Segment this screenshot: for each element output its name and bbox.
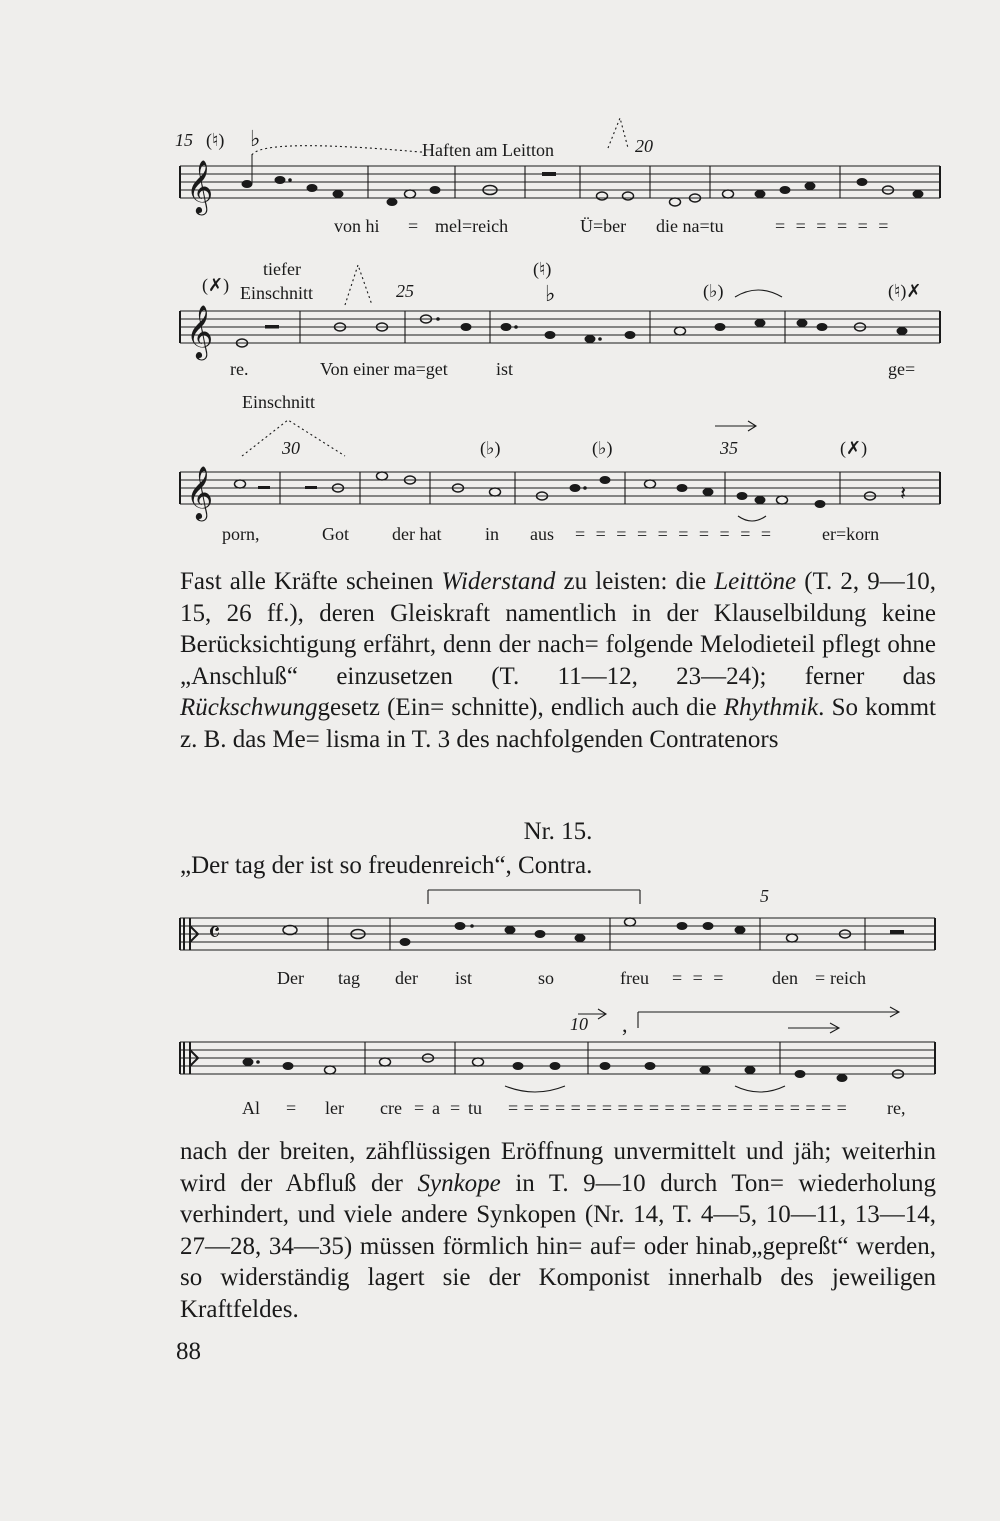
lyric: ist bbox=[496, 359, 514, 379]
body-paragraph-1 bbox=[180, 566, 936, 755]
lyric: mel=reich bbox=[435, 216, 509, 236]
lyric: = bbox=[408, 216, 419, 236]
accidental-mark-flat: (♭) bbox=[592, 438, 613, 458]
emphasis: Rückschwung bbox=[180, 694, 318, 721]
text-run: nach der breiten, zähflüssigen Eröffnung unvermittelt und jäh; weiterhin wird der Abfluß der bbox=[180, 1138, 936, 1197]
lyric: so bbox=[538, 968, 555, 988]
measure-number-15: 15 bbox=[175, 130, 193, 150]
measure-number-20: 20 bbox=[635, 136, 653, 156]
example-number: Nr. 15. bbox=[523, 818, 593, 845]
svg-text:𝄽: 𝄽 bbox=[900, 483, 907, 505]
svg-text:𝄞: 𝄞 bbox=[186, 304, 214, 358]
lyric: reich bbox=[830, 968, 866, 988]
lyric: aus bbox=[530, 524, 554, 544]
lyric: er=korn bbox=[822, 524, 880, 544]
accidental-mark-natural: (♮) bbox=[533, 259, 552, 279]
lyric: = = = = = = = = = = bbox=[575, 524, 775, 544]
accidental-mark-flat: ♭ bbox=[545, 281, 556, 306]
body-paragraph-2 bbox=[180, 1136, 936, 1325]
music-system-3 bbox=[160, 390, 950, 550]
lyric: cre bbox=[380, 1098, 402, 1118]
lyric: von hi bbox=[334, 216, 380, 236]
lyric: re, bbox=[887, 1098, 906, 1118]
emphasis: Rhythmik bbox=[723, 694, 819, 721]
page-number: 88 bbox=[176, 1338, 201, 1365]
accidental-mark-flat: ♭ bbox=[250, 126, 261, 151]
lyric: tu bbox=[468, 1098, 483, 1118]
lyric: a bbox=[432, 1098, 440, 1118]
lyric: den bbox=[772, 968, 798, 988]
lyric: re. bbox=[230, 359, 249, 379]
accidental-mark-natural: (♮) bbox=[206, 130, 225, 150]
lyric: ge= bbox=[888, 359, 916, 379]
annotation-einschnitt: Einschnitt bbox=[240, 283, 313, 303]
lyric: tag bbox=[338, 968, 360, 988]
lyric: in bbox=[485, 524, 500, 544]
accidental-mark-flat: (♭) bbox=[480, 438, 501, 458]
measure-number-35: 35 bbox=[720, 438, 738, 458]
measure-number-30: 30 bbox=[282, 438, 300, 458]
svg-text:𝄴: 𝄴 bbox=[208, 916, 221, 949]
lyric: Ü=ber bbox=[580, 216, 627, 236]
svg-text:𝄞: 𝄞 bbox=[186, 159, 214, 213]
comma-mark: , bbox=[622, 1012, 628, 1037]
measure-number-25: 25 bbox=[396, 281, 414, 301]
emphasis: Synkope bbox=[417, 1169, 501, 1197]
annotation-einschnitt: Einschnitt bbox=[242, 392, 315, 412]
lyric: = = = bbox=[672, 968, 727, 988]
lyric: = bbox=[815, 968, 826, 988]
lyric: = bbox=[450, 1098, 461, 1118]
music-system-4 bbox=[160, 880, 950, 1000]
text-run: Fast alle Kräfte scheinen bbox=[180, 568, 442, 595]
measure-number-5: 5 bbox=[760, 886, 769, 906]
staff-notation bbox=[160, 255, 950, 385]
annotation-haften-am-leitton: Haften am Leitton bbox=[422, 140, 554, 160]
accidental-mark-cross: (✗) bbox=[840, 438, 868, 458]
text-run: (T. 2, 9—10, 15, 26 ff.), deren Gleiskraft namentlich in der Klauselbildung keine Berücksichtigung erfährt, denn der nach= folgende Melodieteil pflegt ohne „Anschluß“ einzusetzen (T. 11—12, 23—24); ferner das bbox=[180, 568, 936, 690]
text-run: zu leisten: die bbox=[555, 568, 715, 595]
lyric: Der bbox=[277, 968, 304, 988]
lyric: Von einer ma=get bbox=[320, 359, 448, 379]
text-run: gesetz (Ein= schnitte), endlich auch die bbox=[317, 694, 724, 721]
lyric: porn, bbox=[222, 524, 260, 544]
accidental-mark-cross: (✗) bbox=[202, 275, 230, 295]
example-title: „Der tag der ist so freudenreich“, Contra. bbox=[180, 852, 593, 879]
annotation-tiefer: tiefer bbox=[263, 259, 301, 279]
music-system-1 bbox=[160, 110, 950, 250]
music-system-5 bbox=[160, 998, 950, 1128]
text-run: . So kommt z. B. das Me= lisma in T. 3 des nachfolgenden Contratenors bbox=[180, 694, 936, 753]
emphasis: Leittöne bbox=[714, 568, 797, 595]
music-system-2 bbox=[160, 255, 950, 385]
lyric: Al bbox=[242, 1098, 260, 1118]
lyric: die na=tu bbox=[656, 216, 724, 236]
lyric: = = = = = = bbox=[775, 216, 892, 236]
lyric: = bbox=[286, 1098, 297, 1118]
lyric: freu bbox=[620, 968, 649, 988]
lyric: = = = = = = = = = = = = = = = = = = = = = = bbox=[508, 1098, 848, 1118]
measure-number-10: 10 bbox=[570, 1014, 588, 1034]
svg-text:𝄞: 𝄞 bbox=[186, 465, 214, 519]
accidental-mark-natural-cross: (♮)✗ bbox=[888, 281, 922, 301]
lyric: = bbox=[414, 1098, 425, 1118]
lyric: ler bbox=[325, 1098, 344, 1118]
lyric: Got bbox=[322, 524, 349, 544]
text-run: in T. 9—10 durch Ton= wiederholung verhindert, und viele andere Synkopen (Nr. 14, T. 4—5, 10—11, 13—14, 27—28, 34—35) müssen förmlich hin= auf= oder hinab„gepreßt“ werden, so widerständig lagert sie der Komponist innerhalb des jeweiligen Kraftfeldes. bbox=[180, 1169, 936, 1323]
lyric: der bbox=[395, 968, 418, 988]
lyric: der hat bbox=[392, 524, 442, 544]
accidental-mark-flat: (♭) bbox=[703, 281, 724, 301]
emphasis: Widerstand bbox=[441, 568, 556, 595]
lyric: ist bbox=[455, 968, 473, 988]
